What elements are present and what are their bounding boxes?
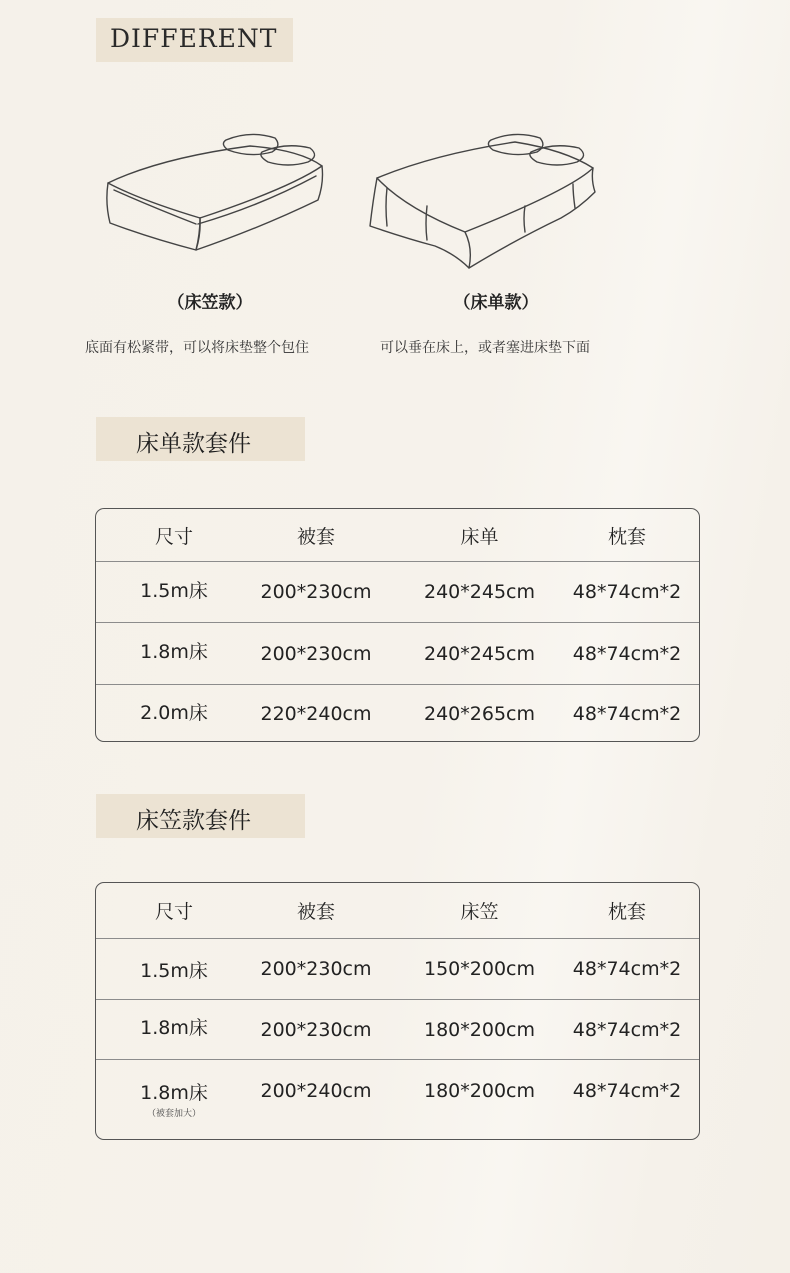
flat-set-title: 床单款套件 (136, 431, 251, 457)
cell-size: 1.5m床 (140, 579, 208, 602)
cell-fitted-sheet: 150*200cm (424, 958, 535, 980)
header-size: 尺寸 (154, 901, 193, 923)
cell-size-note: （被套加大） (146, 1109, 201, 1119)
flat-sheet-bed-illustration (365, 128, 600, 270)
fitted-sheet-title: （床笠款） (167, 293, 253, 313)
cell-size: 1.5m床 (140, 959, 208, 982)
cell-pillowcase: 48*74cm*2 (572, 702, 682, 725)
cell-pillowcase: 48*74cm*2 (572, 642, 682, 665)
fitted-sheet-desc: 底面有松紧带，可以将床垫整个包住 (85, 340, 309, 356)
fitted-sheet-bed-illustration (100, 128, 330, 258)
header-fitted-sheet: 床笠 (460, 901, 499, 923)
table-header-row (96, 509, 699, 561)
header-pillowcase: 枕套 (607, 525, 646, 548)
fitted-set-title: 床笠款套件 (136, 808, 251, 834)
cell-size: 1.8m床 (140, 1017, 208, 1039)
flat-sheet-desc: 可以垂在床上，或者塞进床垫下面 (380, 340, 590, 356)
fitted-set-table (95, 882, 700, 1140)
cell-sheet: 240*245cm (424, 642, 535, 665)
cell-duvet: 200*240cm (260, 1080, 372, 1102)
cell-duvet: 220*240cm (260, 702, 372, 725)
flat-set-table (95, 508, 700, 742)
different-label (96, 18, 293, 62)
table-row (96, 1059, 699, 1140)
table-row (96, 684, 699, 742)
cell-duvet: 200*230cm (260, 581, 372, 603)
cell-duvet: 200*230cm (260, 1018, 372, 1041)
cell-duvet: 200*230cm (260, 958, 372, 980)
table-row (96, 938, 699, 999)
cell-size: 1.8m床 (140, 641, 208, 663)
cell-duvet: 200*230cm (260, 642, 372, 665)
table-header-row (96, 883, 699, 938)
table-row (96, 622, 699, 684)
cell-pillowcase: 48*74cm*2 (572, 1080, 682, 1102)
header-size: 尺寸 (154, 525, 193, 548)
cell-size: 2.0m床 (140, 702, 208, 724)
cell-pillowcase: 48*74cm*2 (572, 1018, 682, 1041)
cell-sheet: 240*265cm (424, 702, 535, 725)
fitted-set-label (96, 794, 305, 838)
header-pillowcase: 枕套 (607, 901, 646, 923)
table-row (96, 561, 699, 622)
table-row (96, 999, 699, 1059)
cell-pillowcase: 48*74cm*2 (572, 581, 682, 603)
cell-fitted-sheet: 180*200cm (424, 1018, 535, 1041)
cell-size: 1.8m床 (140, 1081, 208, 1104)
header-sheet: 床单 (460, 525, 499, 548)
cell-pillowcase: 48*74cm*2 (572, 958, 682, 980)
different-title: DIFFERENT (110, 24, 278, 53)
header-duvet: 被套 (296, 901, 335, 923)
flat-set-label (96, 417, 305, 461)
flat-sheet-title: （床单款） (453, 293, 539, 313)
cell-fitted-sheet: 180*200cm (424, 1080, 535, 1102)
header-duvet: 被套 (296, 525, 335, 548)
cell-sheet: 240*245cm (424, 581, 535, 603)
